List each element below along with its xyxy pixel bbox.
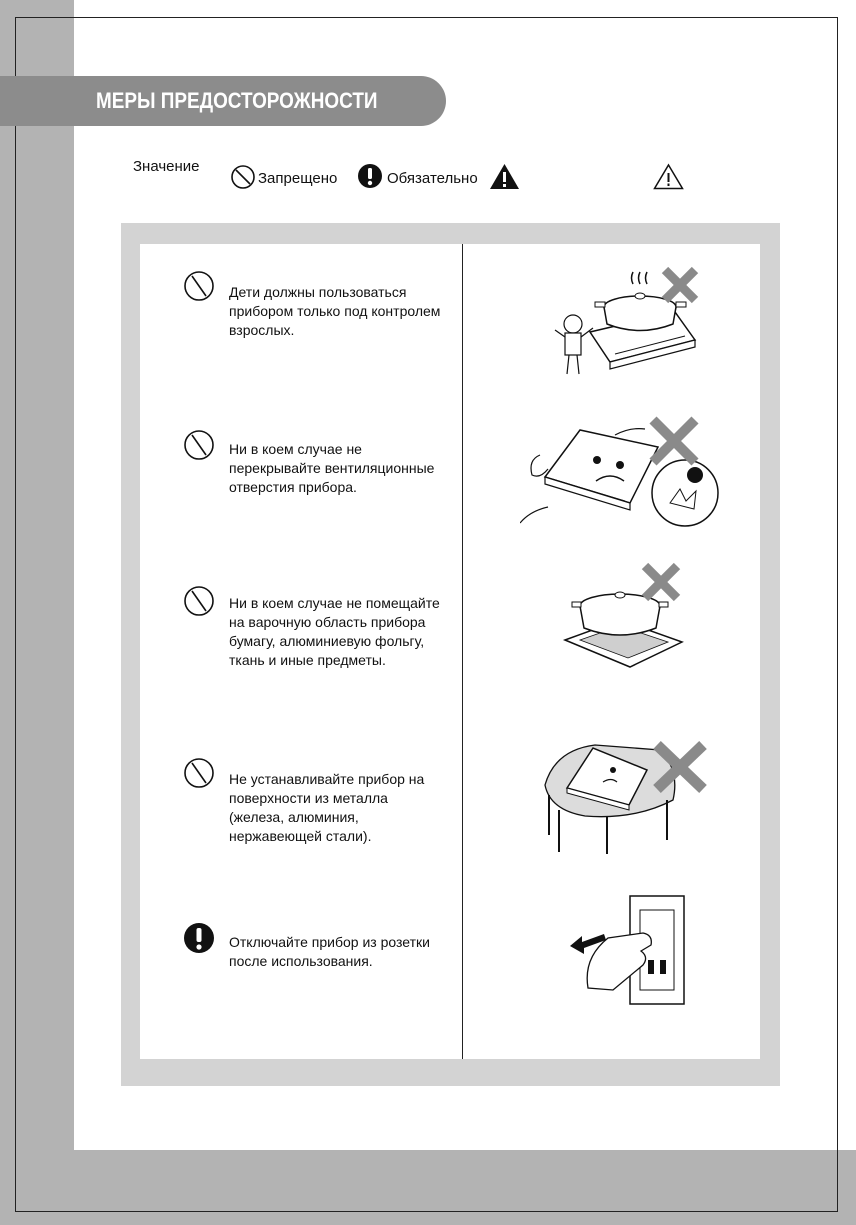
legend-prohibited: Запрещено [258, 170, 338, 187]
prohibited-icon [183, 757, 215, 789]
mandatory-icon [357, 163, 383, 193]
item-text-2: Ни в коем случае не перекрывайте вентиляционные отверстия прибора. [229, 441, 435, 495]
warning-filled-icon [489, 163, 520, 194]
prohibited-icon [183, 429, 215, 461]
mandatory-icon [183, 922, 215, 954]
blocked-vents-illustration [520, 415, 730, 535]
metal-surface-illustration [535, 730, 715, 855]
item-text-4: Не устанавливайте прибор на поверхности из металла (железа, алюминия, нержавеющей стали). [229, 771, 425, 844]
pot-on-foil-illustration [560, 562, 690, 670]
item-text-1: Дети должны пользоваться прибором только под контролем взрослых. [229, 284, 441, 338]
legend-label: Значение [133, 158, 200, 175]
legend-mandatory: Обязательно [387, 170, 478, 187]
unplug-socket-illustration [568, 888, 688, 1008]
page-title: МЕРЫ ПРЕДОСТОРОЖНОСТИ [96, 88, 378, 113]
warning-outline-icon [653, 163, 684, 194]
prohibited-icon [183, 270, 215, 302]
item-text-5: Отключайте прибор из розетки после использования. [229, 934, 430, 969]
child-near-cooktop-illustration [545, 262, 705, 382]
prohibited-icon [230, 164, 256, 194]
prohibited-icon [183, 585, 215, 617]
item-text-3: Ни в коем случае не помещайте на варочную область прибора бумагу, алюминиевую фольгу, ткань и иные предметы. [229, 595, 440, 668]
column-divider [462, 244, 463, 1059]
